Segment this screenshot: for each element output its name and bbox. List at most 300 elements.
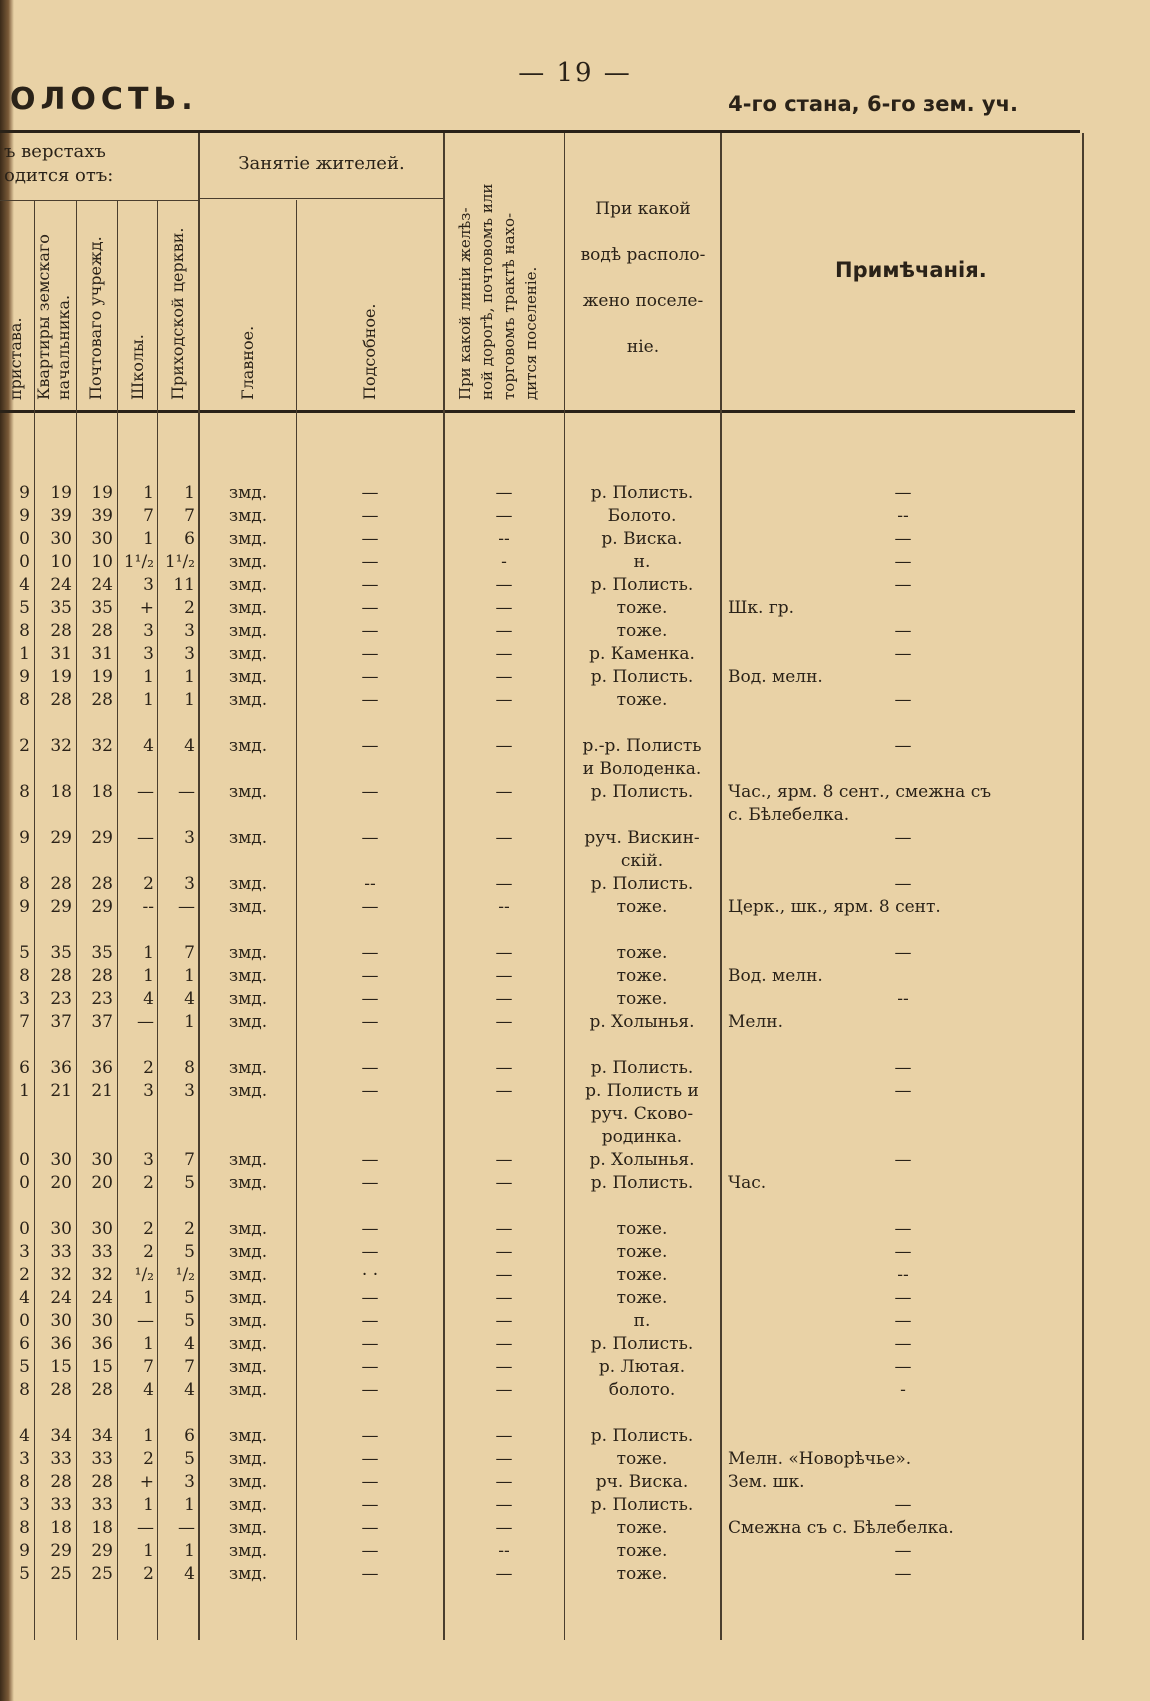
cell-railway: — — [495, 1472, 513, 1492]
cell-water: р. Полисть. — [590, 667, 694, 687]
cell-kvartiry: 31 — [50, 644, 72, 664]
cell-tserkvi: — — [178, 782, 195, 802]
header-volost: ОЛОСТЬ. — [10, 82, 198, 117]
cell-kvartiry: 34 — [50, 1426, 72, 1446]
cell-pristava: 0 — [19, 1219, 30, 1239]
cell-railway: — — [495, 483, 513, 503]
cell-tserkvi: 4 — [184, 1564, 195, 1584]
cell-shkoly: 1 — [143, 1541, 154, 1561]
cell-water: тоже. — [616, 1242, 668, 1262]
cell-water: р.-р. Полисть — [582, 736, 702, 756]
cell-pochtovago: 36 — [91, 1058, 113, 1078]
cell-kvartiry: 36 — [50, 1058, 72, 1078]
cell-podsobnoe: — — [361, 667, 379, 687]
header-distance-group: ъ верстахъ одится отъ: — [4, 141, 114, 186]
cell-kvartiry: 33 — [50, 1242, 72, 1262]
cell-podsobnoe: — — [361, 1495, 379, 1515]
cell-podsobnoe: — — [361, 1012, 379, 1032]
cell-podsobnoe: — — [361, 782, 379, 802]
cell-glavnoe: змд. — [228, 1058, 268, 1078]
cell-note: — — [894, 1541, 912, 1561]
cell-railway: — — [495, 621, 513, 641]
cell-note: Мелн. — [728, 1012, 784, 1032]
cell-kvartiry: 28 — [50, 874, 72, 894]
cell-pristava: 0 — [19, 552, 30, 572]
cell-kvartiry: 29 — [50, 897, 72, 917]
cell-kvartiry: 29 — [50, 1541, 72, 1561]
cell-railway: — — [495, 1081, 513, 1101]
cell-tserkvi: 3 — [184, 874, 195, 894]
header-podsobnoe: Подсобное. — [360, 303, 379, 400]
cell-kvartiry: 29 — [50, 828, 72, 848]
cell-pochtovago: 33 — [91, 1495, 113, 1515]
cell-pochtovago: 19 — [91, 483, 113, 503]
cell-podsobnoe: — — [361, 966, 379, 986]
cell-water: тоже. — [616, 1288, 668, 1308]
col-line — [720, 133, 722, 1640]
cell-shkoly: — — [137, 828, 154, 848]
cell-podsobnoe: — — [361, 1150, 379, 1170]
cell-shkoly: 1 — [143, 943, 154, 963]
cell-tserkvi: 3 — [184, 621, 195, 641]
cell-pochtovago: 29 — [91, 828, 113, 848]
cell-note: — — [894, 1288, 912, 1308]
cell-railway: -- — [498, 1541, 510, 1561]
cell-tserkvi: 3 — [184, 828, 195, 848]
cell-glavnoe: змд. — [228, 1311, 268, 1331]
cell-pristava: 9 — [19, 828, 30, 848]
cell-pochtovago: 21 — [91, 1081, 113, 1101]
cell-water: тоже. — [616, 621, 668, 641]
cell-podsobnoe: — — [361, 1311, 379, 1331]
page-number: — 19 — — [518, 58, 632, 88]
cell-railway: — — [495, 1449, 513, 1469]
cell-shkoly: 2 — [143, 1564, 154, 1584]
cell-pochtovago: 20 — [91, 1173, 113, 1193]
cell-tserkvi: 1 — [184, 966, 195, 986]
cell-shkoly: 1 — [143, 690, 154, 710]
cell-note: — — [894, 575, 912, 595]
cell-shkoly: 4 — [143, 736, 154, 756]
cell-pochtovago: 25 — [91, 1564, 113, 1584]
cell-note: Смежна съ с. Бѣлебелка. — [728, 1518, 954, 1538]
cell-railway: — — [495, 1495, 513, 1515]
col-line — [76, 200, 77, 1640]
cell-glavnoe: змд. — [228, 1150, 268, 1170]
cell-shkoly: 1 — [143, 1334, 154, 1354]
cell-shkoly: 3 — [143, 1081, 154, 1101]
cell-pristava: 3 — [19, 1449, 30, 1469]
cell-railway: — — [495, 874, 513, 894]
cell-kvartiry: 18 — [50, 782, 72, 802]
cell-note: — — [894, 1311, 912, 1331]
cell-water: тоже. — [616, 1219, 668, 1239]
cell-glavnoe: змд. — [228, 1380, 268, 1400]
cell-pristava: 1 — [19, 1081, 30, 1101]
cell-railway: — — [495, 644, 513, 664]
cell-pristava: 0 — [19, 529, 30, 549]
cell-note: — — [894, 1334, 912, 1354]
cell-pristava: 5 — [19, 598, 30, 618]
cell-pristava: 0 — [19, 1311, 30, 1331]
cell-kvartiry: 15 — [50, 1357, 72, 1377]
cell-pochtovago: 32 — [91, 736, 113, 756]
cell-tserkvi: 2 — [184, 598, 195, 618]
cell-water: р. Полисть. — [590, 782, 694, 802]
cell-pristava: 8 — [19, 966, 30, 986]
cell-shkoly: 2 — [143, 1449, 154, 1469]
cell-water: тоже. — [616, 690, 668, 710]
cell-shkoly: 2 — [143, 874, 154, 894]
cell-tserkvi: 6 — [184, 1426, 195, 1446]
cell-pochtovago: 15 — [91, 1357, 113, 1377]
cell-shkoly: 1 — [143, 483, 154, 503]
top-rule — [0, 130, 1080, 133]
col-line — [157, 200, 158, 1640]
cell-glavnoe: змд. — [228, 736, 268, 756]
cell-glavnoe: змд. — [228, 667, 268, 687]
cell-kvartiry: 24 — [50, 575, 72, 595]
group-sub-rule — [0, 200, 198, 201]
cell-tserkvi: 1 — [184, 1541, 195, 1561]
cell-shkoly: 2 — [143, 1173, 154, 1193]
cell-pristava: 7 — [19, 1012, 30, 1032]
cell-glavnoe: змд. — [228, 1472, 268, 1492]
cell-pristava: 6 — [19, 1058, 30, 1078]
cell-pristava: 9 — [19, 506, 30, 526]
cell-note: — — [894, 1357, 912, 1377]
cell-shkoly: — — [137, 1012, 154, 1032]
cell-railway: — — [495, 667, 513, 687]
cell-railway: — — [495, 989, 513, 1009]
cell-podsobnoe: — — [361, 943, 379, 963]
cell-kvartiry: 10 — [50, 552, 72, 572]
cell-tserkvi: 2 — [184, 1219, 195, 1239]
cell-glavnoe: змд. — [228, 552, 268, 572]
cell-glavnoe: змд. — [228, 1334, 268, 1354]
cell-shkoly: 3 — [143, 621, 154, 641]
cell-pristava: 8 — [19, 690, 30, 710]
cell-pristava: 3 — [19, 989, 30, 1009]
cell-tserkvi: 4 — [184, 1380, 195, 1400]
cell-water: руч. Сково- — [590, 1104, 694, 1124]
cell-podsobnoe: -- — [364, 874, 376, 894]
cell-podsobnoe: — — [361, 1242, 379, 1262]
cell-tserkvi: 7 — [184, 1357, 195, 1377]
cell-glavnoe: змд. — [228, 828, 268, 848]
cell-pristava: 4 — [19, 575, 30, 595]
cell-pristava: 8 — [19, 874, 30, 894]
cell-podsobnoe: — — [361, 621, 379, 641]
cell-tserkvi: — — [178, 1518, 195, 1538]
col-line — [296, 200, 297, 1640]
cell-note: — — [894, 1219, 912, 1239]
cell-pochtovago: 31 — [91, 644, 113, 664]
header-shkoly: Школы. — [128, 334, 147, 400]
cell-podsobnoe: — — [361, 529, 379, 549]
cell-podsobnoe: — — [361, 1518, 379, 1538]
cell-water: тоже. — [616, 1265, 668, 1285]
cell-kvartiry: 30 — [50, 529, 72, 549]
cell-tserkvi: 7 — [184, 943, 195, 963]
cell-shkoly: 3 — [143, 575, 154, 595]
cell-railway: -- — [498, 529, 510, 549]
cell-shkoly: + — [139, 1472, 154, 1492]
cell-water: п. — [633, 1311, 651, 1331]
cell-shkoly: 1 — [143, 529, 154, 549]
cell-podsobnoe: — — [361, 828, 379, 848]
cell-pochtovago: 35 — [91, 943, 113, 963]
cell-pristava: 8 — [19, 1472, 30, 1492]
cell-pochtovago: 19 — [91, 667, 113, 687]
cell-tserkvi: 1 — [184, 690, 195, 710]
header-occupation-group: Занятіе жителей. — [238, 153, 405, 174]
cell-pochtovago: 39 — [91, 506, 113, 526]
cell-tserkvi: 7 — [184, 1150, 195, 1170]
cell-railway: — — [495, 1380, 513, 1400]
cell-pristava: 5 — [19, 1357, 30, 1377]
cell-railway: — — [495, 690, 513, 710]
cell-podsobnoe: · · — [361, 1265, 379, 1285]
cell-pristava: 8 — [19, 621, 30, 641]
cell-water: р. Холынья. — [589, 1012, 695, 1032]
cell-tserkvi: 7 — [184, 506, 195, 526]
cell-podsobnoe: — — [361, 989, 379, 1009]
cell-note: — — [894, 644, 912, 664]
cell-shkoly: 3 — [143, 1150, 154, 1170]
cell-pochtovago: 34 — [91, 1426, 113, 1446]
header-stan: 4-го стана, 6-го зем. уч. — [728, 92, 1018, 116]
cell-railway: — — [495, 506, 513, 526]
cell-tserkvi: 1 — [184, 483, 195, 503]
cell-note: — — [894, 1242, 912, 1262]
cell-podsobnoe: — — [361, 483, 379, 503]
cell-kvartiry: 23 — [50, 989, 72, 1009]
cell-note: - — [900, 1380, 906, 1400]
cell-pristava: 5 — [19, 1564, 30, 1584]
cell-water: тоже. — [616, 1449, 668, 1469]
cell-railway: — — [495, 1150, 513, 1170]
cell-glavnoe: змд. — [228, 1495, 268, 1515]
cell-pochtovago: 30 — [91, 1219, 113, 1239]
cell-podsobnoe: — — [361, 644, 379, 664]
cell-glavnoe: змд. — [228, 1426, 268, 1446]
cell-pochtovago: 28 — [91, 1472, 113, 1492]
header-pochtovago: Почтоваго учрежд. — [86, 236, 105, 400]
cell-tserkvi: 3 — [184, 1472, 195, 1492]
cell-kvartiry: 32 — [50, 736, 72, 756]
cell-railway: — — [495, 1311, 513, 1331]
cell-water: р. Полисть и — [585, 1081, 699, 1101]
cell-podsobnoe: — — [361, 1288, 379, 1308]
cell-shkoly: 3 — [143, 644, 154, 664]
cell-water: тоже. — [616, 598, 668, 618]
cell-pristava: 9 — [19, 483, 30, 503]
cell-water: р. Полисть. — [590, 483, 694, 503]
cell-note: Час. — [728, 1173, 767, 1193]
cell-podsobnoe: — — [361, 1449, 379, 1469]
header-railway: При какой линіи желѣз- ной дорогѣ, почтовомъ или торговомъ трактѣ нахо- дится поселеніе. — [456, 183, 540, 400]
cell-note: — — [894, 943, 912, 963]
header-pristava: пристава. — [6, 317, 25, 400]
cell-tserkvi: 4 — [184, 1334, 195, 1354]
cell-kvartiry: 19 — [50, 483, 72, 503]
header-kvartiry: Квартиры земскаго начальника. — [34, 234, 73, 400]
cell-note: Шк. гр. — [728, 598, 795, 618]
cell-water: р. Полисть. — [590, 1426, 694, 1446]
cell-pochtovago: 18 — [91, 1518, 113, 1538]
cell-glavnoe: змд. — [228, 1518, 268, 1538]
cell-water: и Володенка. — [582, 759, 702, 779]
cell-kvartiry: 33 — [50, 1449, 72, 1469]
cell-water: тоже. — [616, 989, 668, 1009]
cell-pochtovago: 24 — [91, 575, 113, 595]
cell-pochtovago: 36 — [91, 1334, 113, 1354]
cell-pochtovago: 30 — [91, 529, 113, 549]
cell-note: — — [894, 529, 912, 549]
cell-tserkvi: 8 — [184, 1058, 195, 1078]
cell-shkoly: 2 — [143, 1219, 154, 1239]
cell-pristava: 4 — [19, 1426, 30, 1446]
cell-kvartiry: 39 — [50, 506, 72, 526]
cell-water: р. Лютая. — [598, 1357, 686, 1377]
cell-water: тоже. — [616, 943, 668, 963]
cell-water: тоже. — [616, 1518, 668, 1538]
cell-tserkvi: 4 — [184, 736, 195, 756]
cell-glavnoe: змд. — [228, 1449, 268, 1469]
cell-railway: — — [495, 1012, 513, 1032]
cell-railway: — — [495, 1518, 513, 1538]
cell-podsobnoe: — — [361, 1058, 379, 1078]
cell-pristava: 5 — [19, 943, 30, 963]
cell-railway: — — [495, 966, 513, 986]
cell-note: — — [894, 1058, 912, 1078]
cell-pochtovago: 10 — [91, 552, 113, 572]
cell-pochtovago: 29 — [91, 897, 113, 917]
cell-water: рч. Виска. — [595, 1472, 689, 1492]
cell-railway: — — [495, 598, 513, 618]
cell-pristava: 2 — [19, 736, 30, 756]
cell-shkoly: ¹/₂ — [134, 1265, 154, 1285]
cell-railway: — — [495, 1564, 513, 1584]
cell-tserkvi: 11 — [173, 575, 195, 595]
cell-water: руч. Вискин- — [584, 828, 700, 848]
cell-tserkvi: 1¹/₂ — [164, 552, 195, 572]
cell-pochtovago: 33 — [91, 1242, 113, 1262]
cell-shkoly: 2 — [143, 1242, 154, 1262]
cell-pristava: 0 — [19, 1173, 30, 1193]
cell-water: р. Полисть. — [590, 1495, 694, 1515]
cell-glavnoe: змд. — [228, 1012, 268, 1032]
cell-water: р. Полисть. — [590, 1334, 694, 1354]
cell-tserkvi: — — [178, 897, 195, 917]
col-line — [564, 133, 565, 1640]
cell-water: р. Полисть. — [590, 1173, 694, 1193]
cell-tserkvi: 3 — [184, 644, 195, 664]
cell-pristava: 6 — [19, 1334, 30, 1354]
cell-railway: — — [495, 1334, 513, 1354]
cell-tserkvi: 1 — [184, 1012, 195, 1032]
cell-pochtovago: 28 — [91, 874, 113, 894]
cell-water: р. Каменка. — [589, 644, 695, 664]
cell-glavnoe: змд. — [228, 897, 268, 917]
cell-railway: — — [495, 782, 513, 802]
cell-pochtovago: 28 — [91, 690, 113, 710]
cell-note: -- — [897, 989, 909, 1009]
cell-kvartiry: 28 — [50, 690, 72, 710]
book-binding-shadow — [0, 0, 14, 1701]
cell-shkoly: — — [137, 1311, 154, 1331]
cell-pochtovago: 32 — [91, 1265, 113, 1285]
col-line — [34, 200, 35, 1640]
cell-pochtovago: 35 — [91, 598, 113, 618]
cell-glavnoe: змд. — [228, 943, 268, 963]
header-prikhodskoy: Приходской церкви. — [168, 227, 187, 400]
cell-shkoly: 1 — [143, 1495, 154, 1515]
cell-pristava: 8 — [19, 1518, 30, 1538]
cell-pristava: 3 — [19, 1242, 30, 1262]
col-line — [198, 133, 200, 1640]
cell-podsobnoe: — — [361, 690, 379, 710]
cell-podsobnoe: — — [361, 506, 379, 526]
cell-glavnoe: змд. — [228, 989, 268, 1009]
cell-note: — — [894, 828, 912, 848]
cell-glavnoe: змд. — [228, 874, 268, 894]
cell-pochtovago: 28 — [91, 966, 113, 986]
cell-pochtovago: 30 — [91, 1150, 113, 1170]
header-notes: Примѣчанія. — [835, 258, 987, 282]
header-water: При какой водѣ располо- жено поселе- ніе. — [580, 199, 706, 357]
cell-pristava: 0 — [19, 1150, 30, 1170]
cell-pochtovago: 18 — [91, 782, 113, 802]
cell-note: — — [894, 1081, 912, 1101]
cell-water: тоже. — [616, 1564, 668, 1584]
cell-note: Вод. мелн. — [728, 966, 823, 986]
cell-tserkvi: 1 — [184, 1495, 195, 1515]
cell-note: — — [894, 552, 912, 572]
cell-kvartiry: 33 — [50, 1495, 72, 1515]
cell-water: р. Полисть. — [590, 575, 694, 595]
cell-kvartiry: 28 — [50, 1472, 72, 1492]
cell-railway: — — [495, 943, 513, 963]
cell-shkoly: 1 — [143, 1288, 154, 1308]
cell-note: Зем. шк. — [728, 1472, 805, 1492]
cell-shkoly: + — [139, 598, 154, 618]
cell-shkoly: 7 — [143, 1357, 154, 1377]
cell-note: — — [894, 1150, 912, 1170]
cell-shkoly: 2 — [143, 1058, 154, 1078]
cell-shkoly: -- — [142, 897, 154, 917]
cell-tserkvi: 6 — [184, 529, 195, 549]
cell-pristava: 8 — [19, 782, 30, 802]
cell-glavnoe: змд. — [228, 782, 268, 802]
cell-podsobnoe: — — [361, 1541, 379, 1561]
cell-note: — — [894, 874, 912, 894]
cell-glavnoe: змд. — [228, 1242, 268, 1262]
cell-note: -- — [897, 1265, 909, 1285]
cell-tserkvi: 3 — [184, 1081, 195, 1101]
cell-water: р. Полисть. — [590, 874, 694, 894]
cell-glavnoe: змд. — [228, 529, 268, 549]
cell-podsobnoe: — — [361, 598, 379, 618]
cell-glavnoe: змд. — [228, 598, 268, 618]
cell-note: Мелн. «Новорѣчье». — [728, 1449, 912, 1469]
cell-podsobnoe: — — [361, 1472, 379, 1492]
cell-pochtovago: 28 — [91, 621, 113, 641]
cell-shkoly: 1 — [143, 667, 154, 687]
cell-water: н. — [633, 552, 651, 572]
cell-kvartiry: 25 — [50, 1564, 72, 1584]
